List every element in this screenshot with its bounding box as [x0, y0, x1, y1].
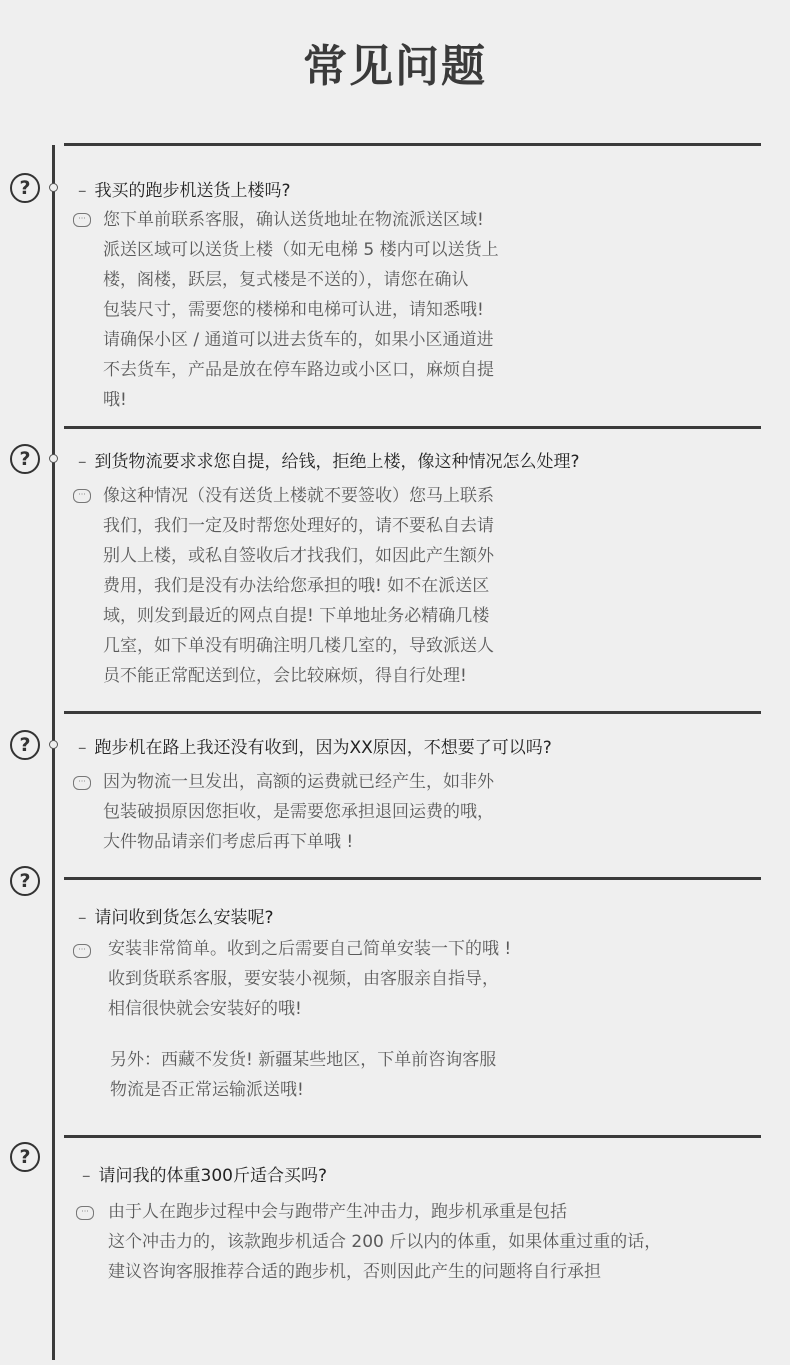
question-mark-icon: ?: [10, 173, 40, 203]
divider: [64, 143, 761, 146]
divider: [64, 426, 761, 429]
faq-note: 另外：西藏不发货! 新疆某些地区，下单前咨询客服 物流是否正常运输派送哦!: [110, 1050, 497, 1100]
faq-question: – 请问我的体重300斤适合买吗?: [82, 1166, 327, 1186]
faq-question: – 请问收到货怎么安装呢?: [78, 908, 274, 928]
faq-answer: 安装非常简单。收到之后需要自己简单安装一下的哦 ! 收到货联系客服，要安装小视频，由客服亲自指导， 相信很快就会安装好的哦!: [108, 939, 512, 1019]
faq-answer: 您下单前联系客服，确认送货地址在物流派送区域! 派送区域可以送货上楼（如无电梯 5 楼内可以送货上 楼，阁楼，跃层，复式楼是不送的），请您在确认 包装尺寸，需要您的楼梯和电梯可认进，请知悉哦! 请确保小区 / 通道可以进去货车的，如果小区通道进 不去货车，产品是放在停车路边或小区口，麻烦自提 哦!: [103, 210, 499, 410]
question-mark-icon: ?: [10, 866, 40, 896]
timeline-dot: [49, 740, 58, 749]
page-title: 常见问题: [303, 41, 487, 92]
chat-bubble-icon: ···: [73, 489, 91, 503]
divider: [64, 1135, 761, 1138]
question-mark-icon: ?: [10, 444, 40, 474]
faq-question: – 跑步机在路上我还没有收到，因为XX原因，不想要了可以吗?: [78, 738, 552, 758]
chat-bubble-icon: ···: [73, 213, 91, 227]
chat-bubble-icon: ···: [73, 944, 91, 958]
divider: [64, 711, 761, 714]
question-mark-icon: ?: [10, 1142, 40, 1172]
faq-answer: 由于人在跑步过程中会与跑带产生冲击力，跑步机承重是包括 这个冲击力的，该款跑步机适合 200 斤以内的体重，如果体重过重的话， 建议咨询客服推荐合适的跑步机，否则因此产生的问题将自行承担: [108, 1202, 662, 1282]
divider: [64, 877, 761, 880]
timeline-line: [52, 145, 55, 1360]
faq-question: – 到货物流要求求您自提，给钱，拒绝上楼，像这种情况怎么处理?: [78, 452, 580, 472]
chat-bubble-icon: ···: [76, 1206, 94, 1220]
chat-bubble-icon: ···: [73, 776, 91, 790]
question-mark-icon: ?: [10, 730, 40, 760]
timeline-dot: [49, 454, 58, 463]
timeline-dot: [49, 183, 58, 192]
faq-answer: 像这种情况（没有送货上楼就不要签收）您马上联系 我们，我们一定及时帮您处理好的，请不要私自去请 别人上楼，或私自签收后才找我们，如因此产生额外 费用，我们是没有办法给您承担的哦! 如不在派送区 域，则发到最近的网点自提! 下单地址务必精确几楼 几室，如下单没有明确注明几楼几室的，导致派送人 员不能正常配送到位，会比较麻烦，得自行处理!: [103, 486, 494, 686]
faq-answer: 因为物流一旦发出，高额的运费就已经产生，如非外 包装破损原因您拒收，是需要您承担退回运费的哦， 大件物品请亲们考虑后再下单哦 !: [103, 772, 494, 852]
faq-question: – 我买的跑步机送货上楼吗?: [78, 181, 291, 201]
